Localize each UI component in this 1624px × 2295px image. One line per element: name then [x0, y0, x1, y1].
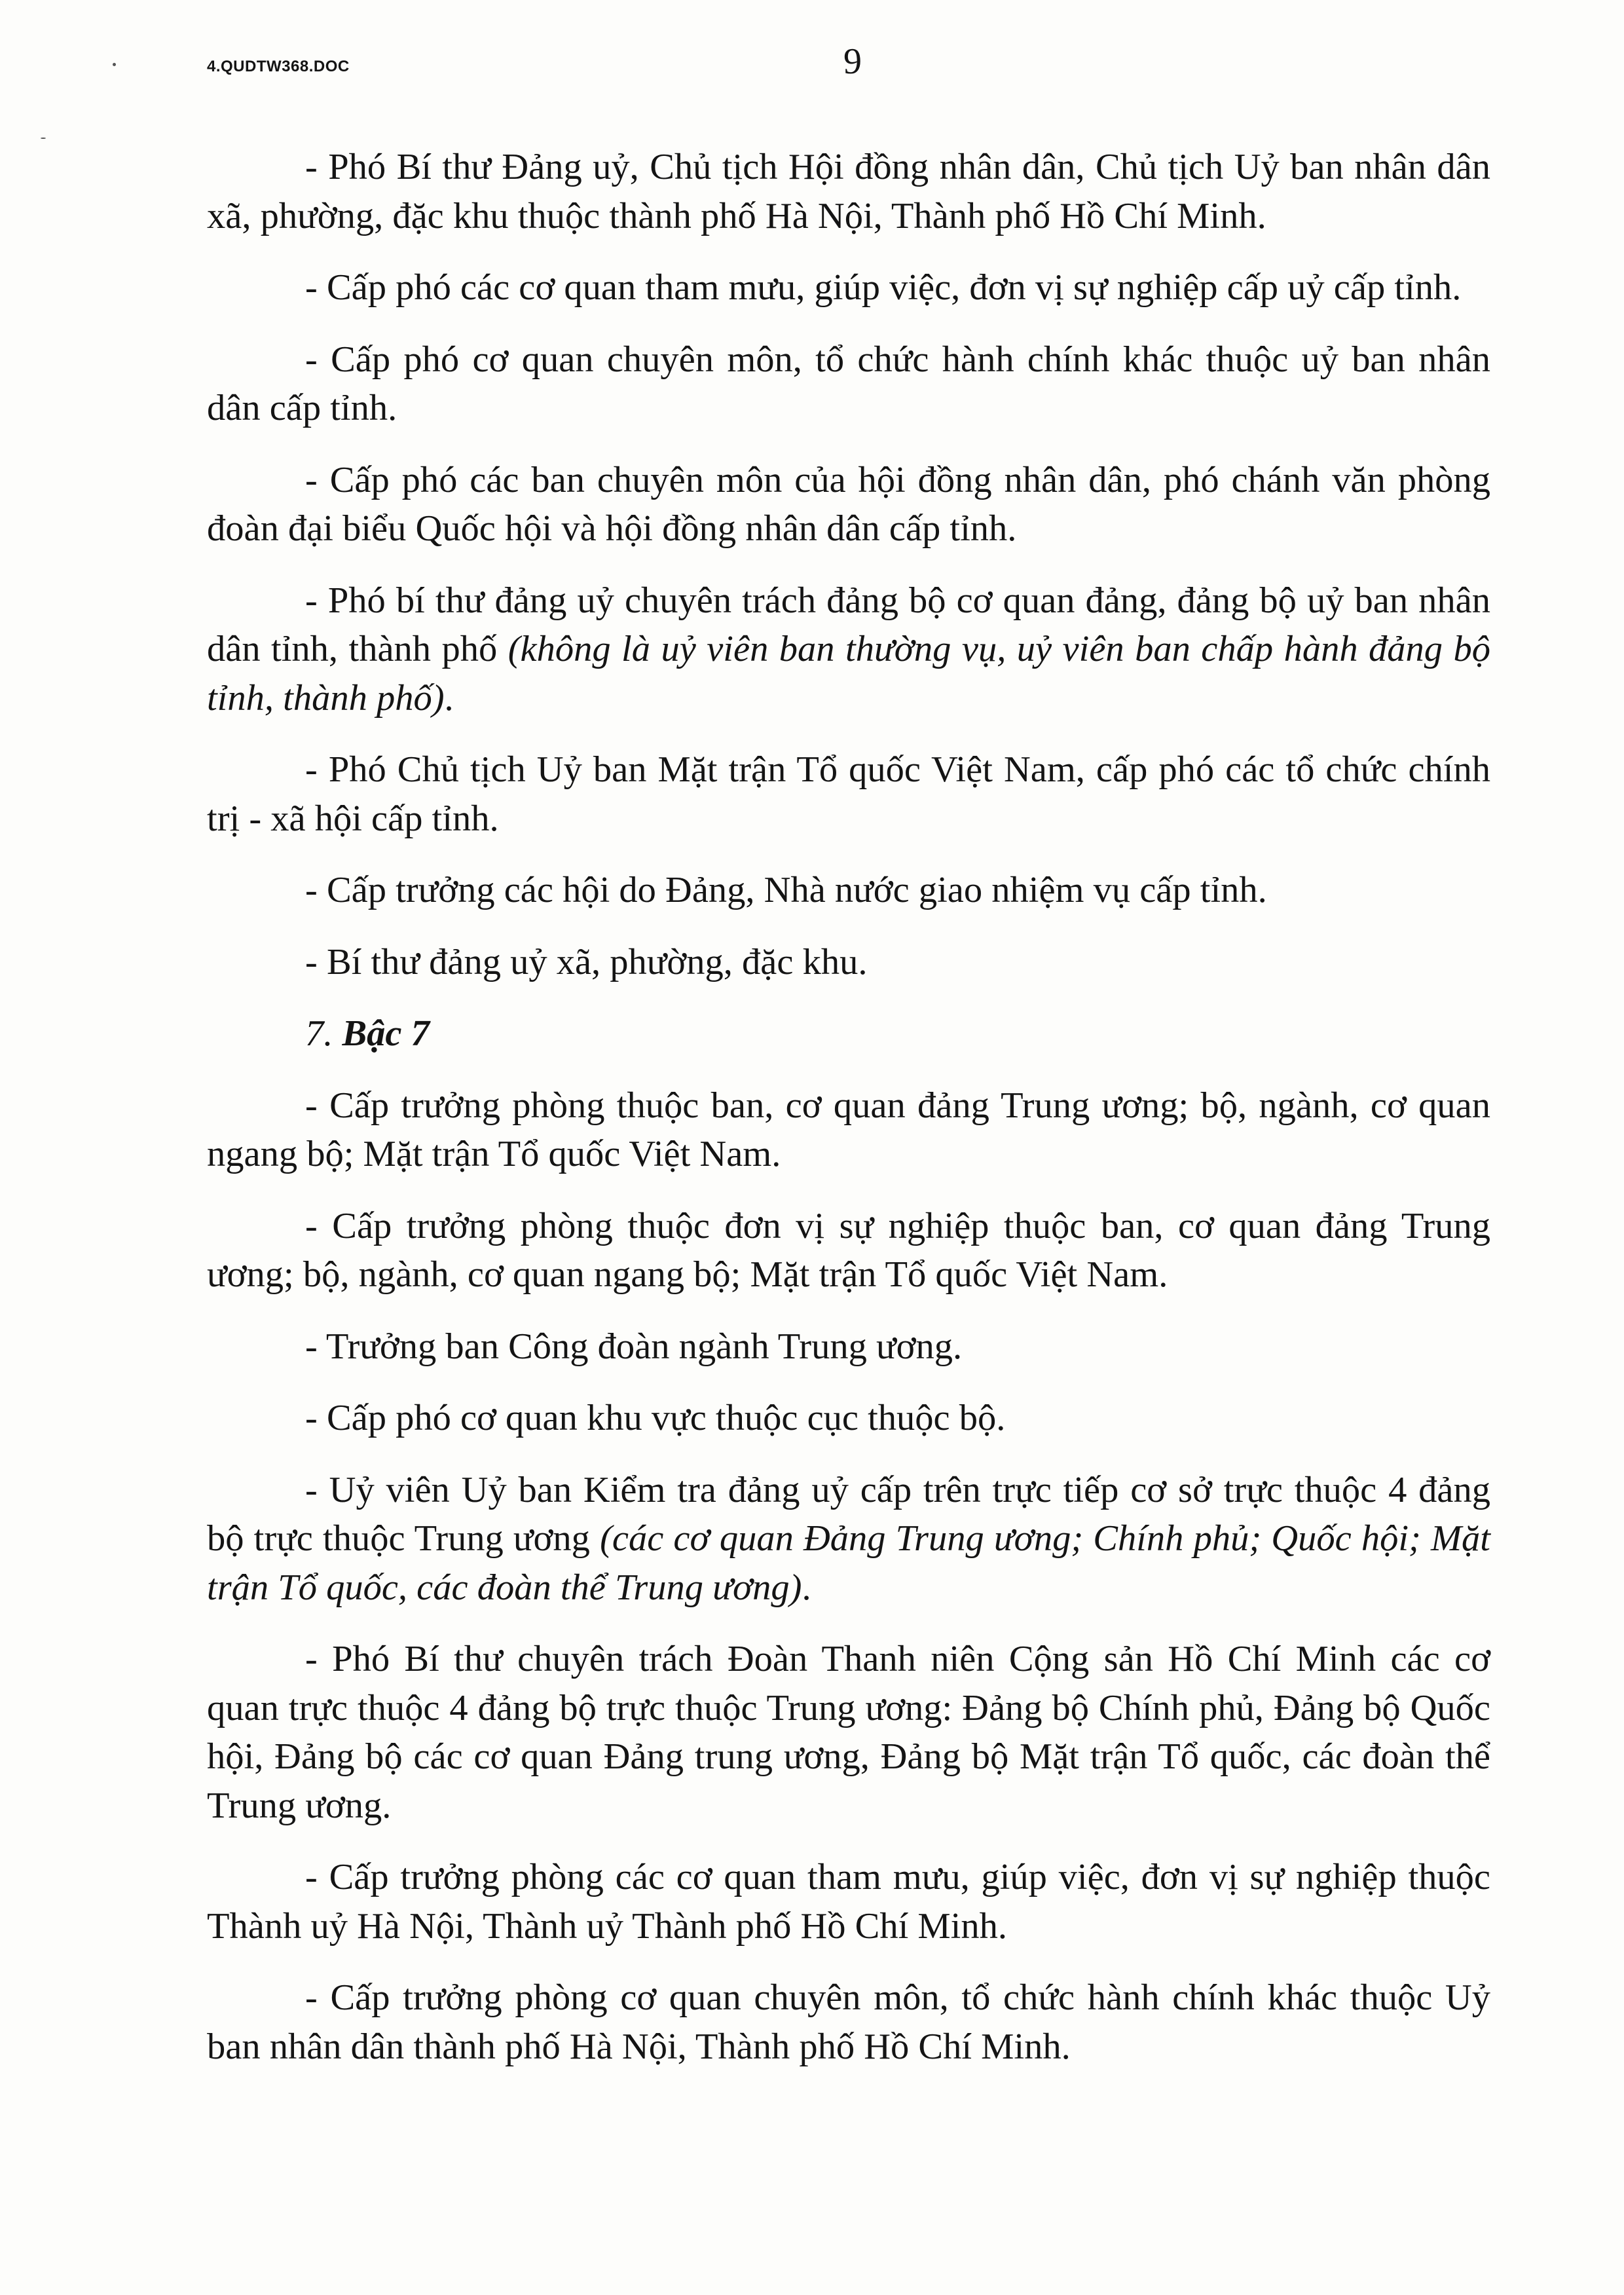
- italic-note: (các cơ quan Đảng Trung ương; Chính phủ; Quốc hội; Mặt trận Tổ quốc, các đoàn thể Trung ương): [207, 1518, 1490, 1608]
- section-number: 7.: [305, 1013, 333, 1054]
- paragraph: - Phó bí thư đảng uỷ chuyên trách đảng bộ cơ quan đảng, đảng bộ uỷ ban nhân dân tỉnh, thành phố (không là uỷ viên ban thường vụ, uỷ viên ban chấp hành đảng bộ tỉnh, thành phố).: [207, 580, 1491, 718]
- section-heading: [207, 1009, 1490, 1058]
- paragraph: - Phó Chủ tịch Uỷ ban Mặt trận Tổ quốc Việt Nam, cấp phó các tổ chức chính trị - xã hội cấp tỉnh.: [207, 749, 1490, 839]
- paragraph: - Uỷ viên Uỷ ban Kiểm tra đảng uỷ cấp trên trực tiếp cơ sở trực thuộc 4 đảng bộ trực thuộc Trung ương (các cơ quan Đảng Trung ương; Chính phủ; Quốc hội; Mặt trận Tổ quốc, các đoàn thể Trung ương).: [207, 1469, 1490, 1608]
- paragraph: - Cấp trưởng các hội do Đảng, Nhà nước giao nhiệm vụ cấp tỉnh.: [305, 870, 1267, 910]
- paragraph: - Cấp trưởng phòng thuộc ban, cơ quan đảng Trung ương; bộ, ngành, cơ quan ngang bộ; Mặt trận Tổ quốc Việt Nam.: [207, 1085, 1490, 1174]
- document-code: 4.QUDTW368.DOC: [207, 58, 350, 75]
- page-number: 9: [843, 41, 862, 82]
- paragraph: - Cấp phó cơ quan chuyên môn, tổ chức hành chính khác thuộc uỷ ban nhân dân cấp tỉnh.: [207, 339, 1490, 428]
- paragraph: - Cấp trưởng phòng các cơ quan tham mưu, giúp việc, đơn vị sự nghiệp thuộc Thành uỷ Hà Nội, Thành uỷ Thành phố Hồ Chí Minh.: [207, 1857, 1490, 1947]
- paragraph: - Cấp phó các cơ quan tham mưu, giúp việc, đơn vị sự nghiệp cấp uỷ cấp tỉnh.: [305, 267, 1462, 308]
- paragraph: - Bí thư đảng uỷ xã, phường, đặc khu.: [305, 941, 868, 982]
- paragraph: - Cấp trưởng phòng thuộc đơn vị sự nghiệp thuộc ban, cơ quan đảng Trung ương; bộ, ngành, cơ quan ngang bộ; Mặt trận Tổ quốc Việt Nam.: [207, 1205, 1490, 1295]
- paragraph: - Cấp phó các ban chuyên môn của hội đồng nhân dân, phó chánh văn phòng đoàn đại biểu Quốc hội và hội đồng nhân dân cấp tỉnh.: [207, 459, 1490, 549]
- paragraph: - Phó Bí thư Đảng uỷ, Chủ tịch Hội đồng nhân dân, Chủ tịch Uỷ ban nhân dân xã, phường, đặc khu thuộc thành phố Hà Nội, Thành phố Hồ Chí Minh.: [207, 147, 1490, 236]
- section-title: Bậc 7: [342, 1013, 430, 1054]
- scan-speck: [113, 63, 116, 66]
- paragraph: - Cấp trưởng phòng cơ quan chuyên môn, tổ chức hành chính khác thuộc Uỷ ban nhân dân thành phố Hà Nội, Thành phố Hồ Chí Minh.: [207, 1977, 1490, 2067]
- scan-speck: [41, 138, 46, 139]
- italic-note: (không là uỷ viên ban thường vụ, uỷ viên ban chấp hành đảng bộ tỉnh, thành phố): [207, 629, 1491, 718]
- paragraph: - Phó Bí thư chuyên trách Đoàn Thanh niên Cộng sản Hồ Chí Minh các cơ quan trực thuộc 4 đảng bộ trực thuộc Trung ương: Đảng bộ Chính phủ, Đảng bộ Quốc hội, Đảng bộ các cơ quan Đảng trung ương, Đảng bộ Mặt trận Tổ quốc, các đoàn thể Trung ương.: [207, 1639, 1490, 1826]
- paragraph: - Cấp phó cơ quan khu vực thuộc cục thuộc bộ.: [305, 1398, 1006, 1438]
- document-body: [207, 143, 1490, 2094]
- paragraph: - Trưởng ban Công đoàn ngành Trung ương.: [305, 1326, 963, 1367]
